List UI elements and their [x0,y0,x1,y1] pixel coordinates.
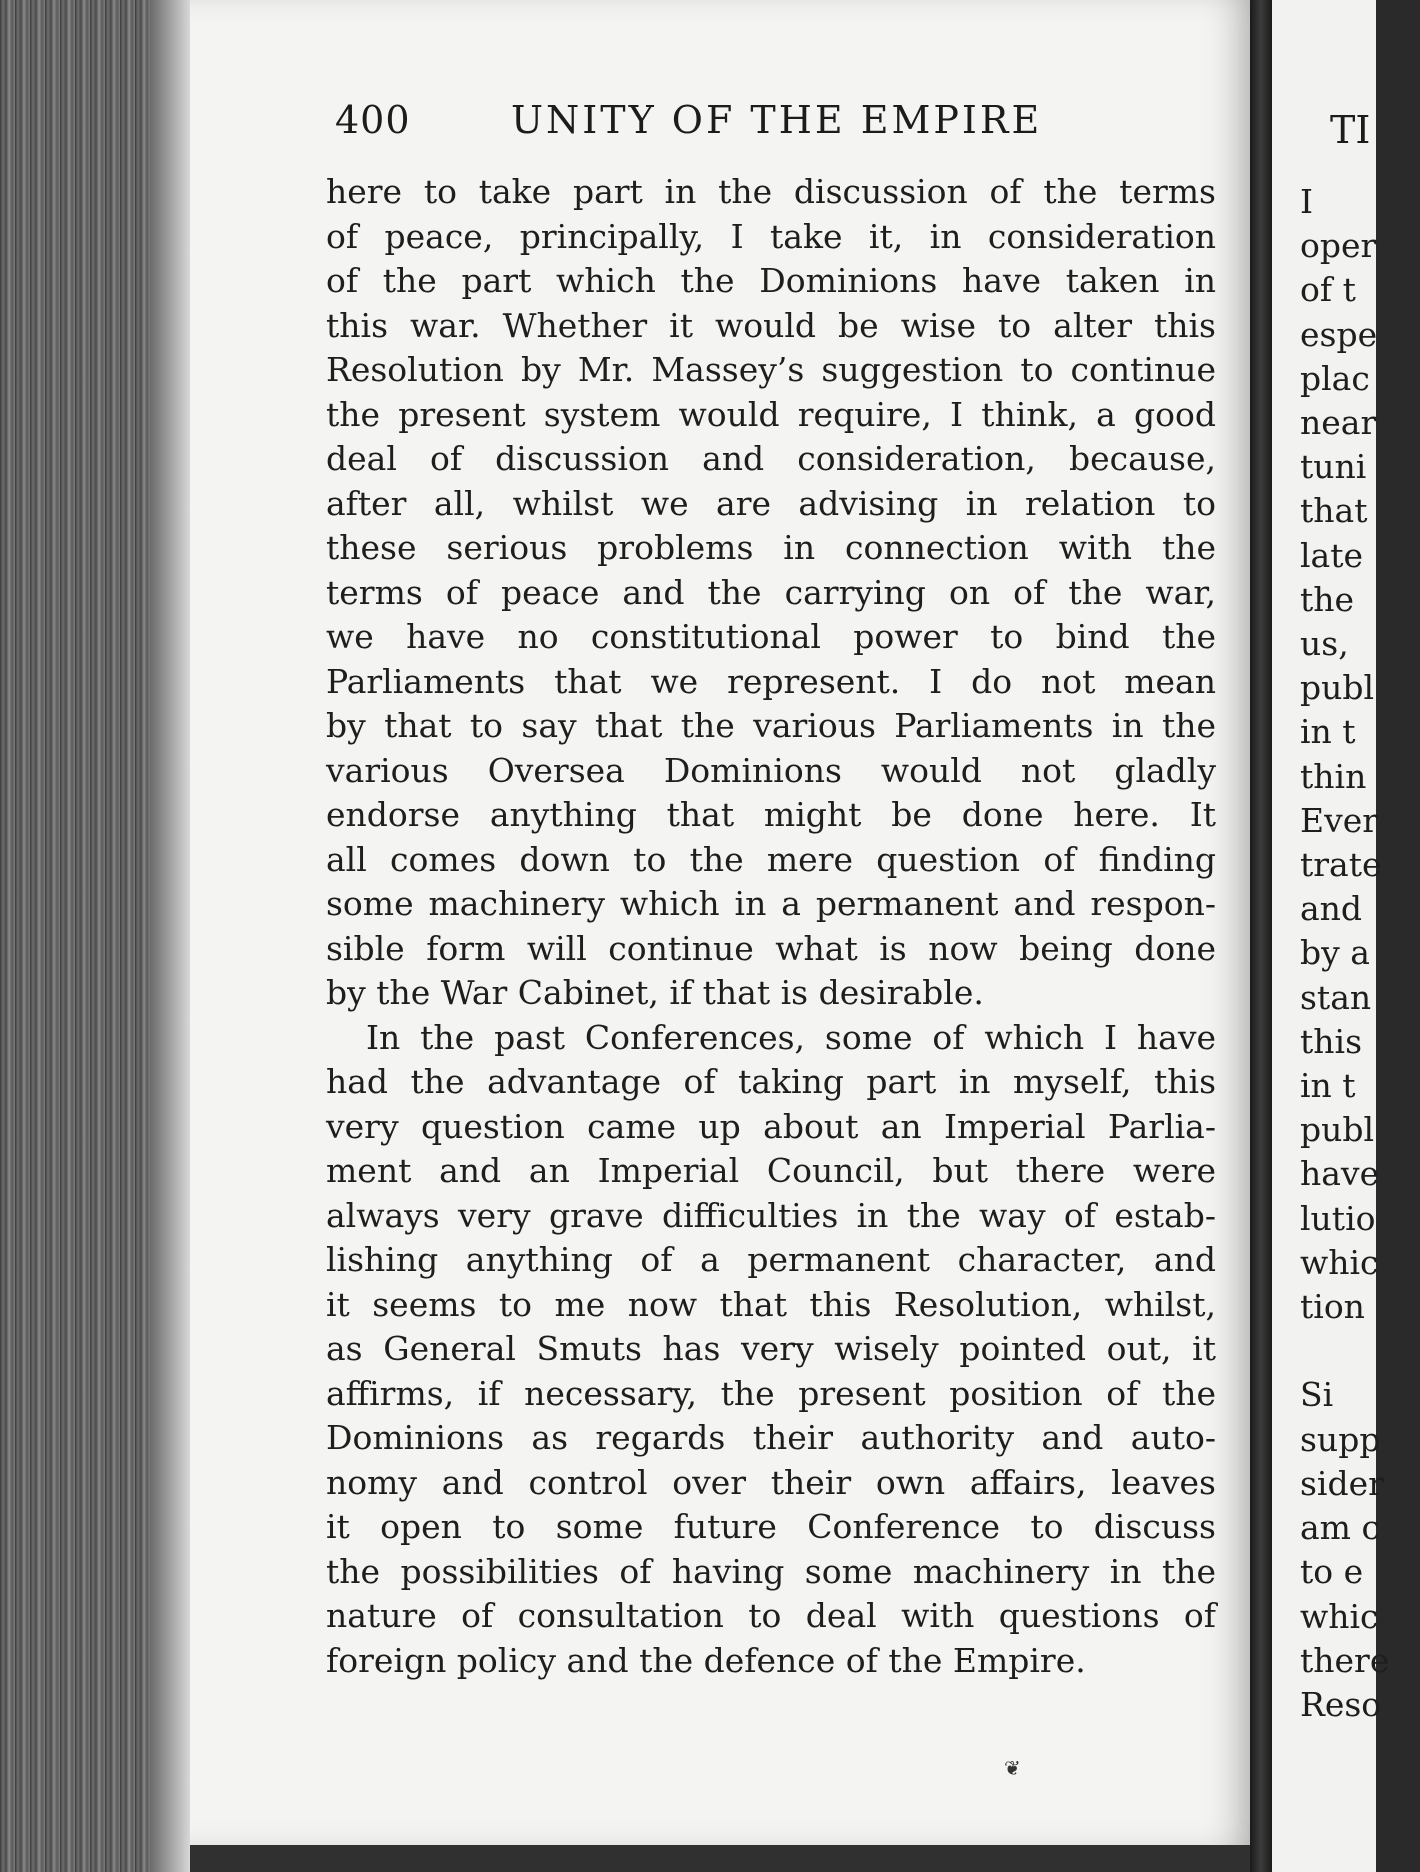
text-line: here to take part in the discussion of the terms [326,172,1216,211]
text-line-fragment: and [1300,889,1363,929]
text-line-fragment: us, [1300,624,1349,664]
text-line-fragment: have [1300,1154,1380,1194]
text-line-fragment: by a [1300,933,1370,973]
text-line-fragment: plac [1300,358,1370,398]
text-line-fragment: Si [1300,1375,1334,1415]
text-line-fragment: tuni [1300,447,1367,487]
text-line: very question came up about an Imperial Parlia- [326,1106,1216,1146]
text-line-fragment: trate [1300,845,1382,885]
text-line-fragment: publ [1300,1110,1375,1150]
text-line: it seems to me now that this Resolution, whilst, [326,1284,1216,1324]
text-line: all comes down to the mere question of finding [326,839,1216,879]
text-line: ment and an Imperial Council, but there were [326,1151,1216,1190]
book-page-edges [0,0,190,1872]
text-line: the present system would require, I think, a good [326,394,1216,434]
text-line-fragment: that [1300,491,1368,531]
text-line: various Oversea Dominions would not gladly [326,750,1216,790]
text-line: by that to say that the various Parliaments in the [326,706,1216,745]
text-line-fragment: of t [1300,270,1356,310]
text-line-fragment: in t [1300,1066,1356,1106]
text-line: after all, whilst we are advising in relation to [326,483,1216,523]
text-line-fragment: there [1300,1640,1390,1680]
text-line: these serious problems in connection with the [326,528,1216,567]
text-line-fragment: whic [1300,1596,1379,1636]
body-text [326,170,1216,1683]
page-bottom-shadow [190,1845,1250,1872]
text-line-fragment: near [1300,403,1377,443]
text-line-fragment: lutio [1300,1198,1376,1238]
page-number: 400 [335,98,411,142]
text-line: by the War Cabinet, if that is desirable. [326,973,984,1012]
text-line-fragment: the [1300,579,1355,619]
text-line: always very grave difficulties in the way of estab- [326,1195,1216,1235]
text-line: as General Smuts has very wisely pointed out, it [326,1329,1216,1368]
text-line: Dominions as regards their authority and auto- [326,1418,1216,1457]
text-line: the possibilities of having some machinery in the [326,1551,1216,1591]
text-line-fragment: tion [1300,1287,1365,1327]
text-line-fragment: sider [1300,1463,1384,1503]
text-line: foreign policy and the defence of the Empire. [326,1640,1086,1680]
text-line-fragment: stan [1300,977,1372,1017]
text-line-fragment [1300,1329,1420,1373]
text-line: we have no constitutional power to bind the [326,617,1216,656]
text-line: had the advantage of taking part in myself, this [326,1062,1216,1101]
text-line: endorse anything that might be done here. It [326,795,1216,834]
text-line-fragment: thin [1300,756,1367,796]
right-page-running-head: TI [1330,108,1371,152]
text-line-fragment: publ [1300,668,1375,708]
text-line-fragment: this [1300,1021,1363,1061]
text-line: lishing anything of a permanent character, and [326,1240,1216,1279]
text-line-fragment: oper [1300,226,1377,266]
right-page-text [1300,180,1420,1727]
paragraph [326,1016,1216,1684]
text-line: nomy and control over their own affairs, leaves [326,1462,1216,1502]
text-line-fragment: I [1300,182,1314,221]
text-line: terms of peace and the carrying on of the war, [326,572,1216,612]
paragraph [326,170,1216,1016]
text-line: of peace, principally, I take it, in consideration [326,216,1216,256]
running-head-title: UNITY OF THE EMPIRE [511,98,1043,142]
text-line-fragment: supp [1300,1419,1381,1459]
text-line: of the part which the Dominions have taken in [326,261,1216,300]
printer-ornament: ❦ [1004,1756,1021,1780]
text-line: Parliaments that we represent. I do not mean [326,661,1216,701]
text-line: this war. Whether it would be wise to alter this [326,305,1216,345]
text-line: deal of discussion and consideration, because, [326,439,1216,478]
text-line: sible form will continue what is now being done [326,928,1216,968]
text-line-fragment: late [1300,535,1364,575]
text-line: In the past Conferences, some of which I have [366,1017,1216,1057]
text-line-fragment: whic [1300,1242,1379,1282]
text-line: it open to some future Conference to discuss [326,1507,1216,1546]
text-line: some machinery which in a permanent and respon- [326,884,1216,923]
text-line: affirms, if necessary, the present position of the [326,1373,1216,1413]
text-line-fragment: Reso [1300,1684,1382,1724]
text-line-fragment: am c [1300,1508,1380,1548]
text-line: nature of consultation to deal with questions of [326,1596,1216,1635]
text-line-fragment: espe [1300,314,1378,354]
text-line: Resolution by Mr. Massey’s suggestion to continue [326,350,1216,389]
text-line-fragment: to e [1300,1552,1364,1592]
book-gutter [1250,0,1272,1872]
text-line-fragment: Ever [1300,800,1379,840]
text-line-fragment: in t [1300,712,1356,752]
